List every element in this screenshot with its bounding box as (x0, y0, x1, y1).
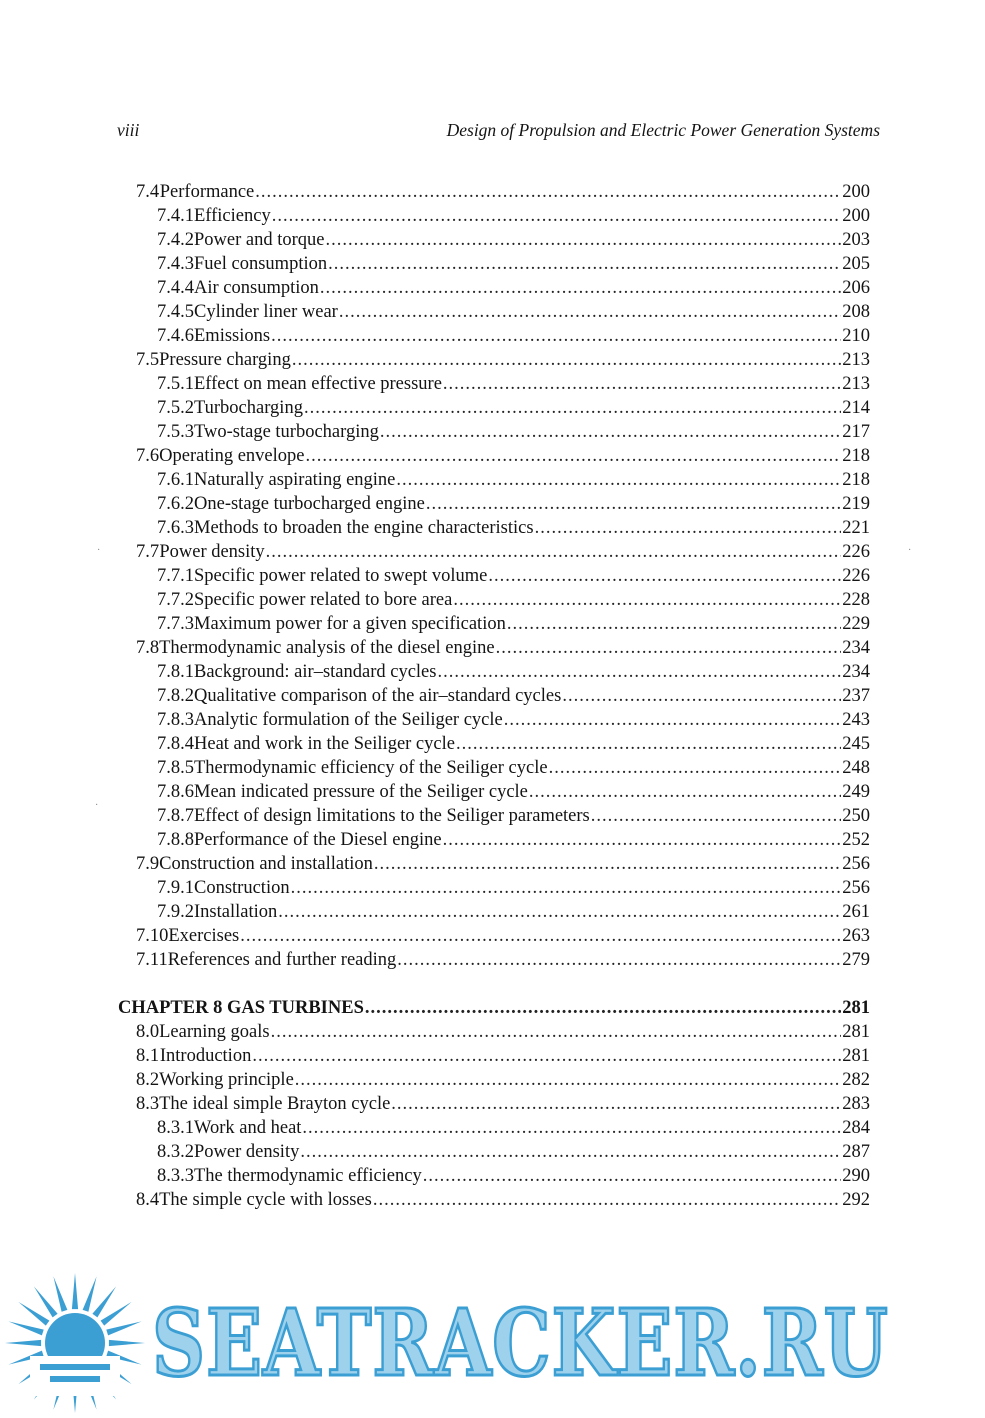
toc-entry-title: Qualitative comparison of the air–standard cycles (194, 686, 562, 706)
toc-entry-page: 218 (842, 470, 870, 490)
toc-entry-number: 7.8 (136, 638, 160, 658)
toc-entry-title: Pressure charging (159, 350, 291, 370)
toc-entry-page: 263 (842, 926, 870, 946)
toc-entry-number: 7.4.2 (157, 230, 194, 250)
toc-entry-page: 214 (842, 398, 870, 418)
toc-entry-title: Fuel consumption (194, 254, 328, 274)
toc-entry-page: 205 (842, 254, 870, 274)
toc-entry[interactable] (157, 564, 870, 588)
toc-entry-title: Effect of design limitations to the Seiliger parameters (194, 806, 590, 826)
toc-entry-title: Effect on mean effective pressure (194, 374, 442, 394)
toc-entry-number: 7.6 (136, 446, 160, 466)
toc-entry-title: Construction and installation (159, 854, 373, 874)
toc-entry-number: 7.7.1 (157, 566, 194, 586)
toc-entry-title: Specific power related to swept volume (194, 566, 488, 586)
dot-leader (255, 180, 841, 204)
dot-leader (252, 1044, 841, 1068)
toc-entry-page: 292 (842, 1190, 870, 1210)
scan-speck: · (908, 545, 912, 556)
toc-entry[interactable] (157, 372, 870, 396)
toc-entry-number: 7.5.1 (157, 374, 194, 394)
toc-entry-title: Thermodynamic efficiency of the Seiliger cycle (194, 758, 548, 778)
dot-leader (271, 324, 841, 348)
toc-entry-number: 7.7.2 (157, 590, 194, 610)
toc-entry[interactable] (157, 516, 870, 540)
toc-entry-page: 256 (842, 878, 870, 898)
dot-leader (426, 492, 841, 516)
toc-entry-title: Power and torque (194, 230, 325, 250)
dot-leader (591, 804, 841, 828)
dot-leader (295, 1068, 841, 1092)
toc-entry[interactable] (136, 444, 870, 468)
dot-leader (300, 1140, 841, 1164)
dot-leader (339, 300, 841, 324)
toc-entry-number: 7.5.3 (157, 422, 194, 442)
toc-entry-number: 8.1 (136, 1046, 160, 1066)
toc-entry-page: 234 (842, 662, 870, 682)
toc-entry-page: 281 (842, 1046, 870, 1066)
scan-speck: · (97, 545, 101, 556)
toc-entry-title: Power density (159, 542, 265, 562)
dot-leader (456, 732, 841, 756)
toc-entry-title: Learning goals (159, 1022, 270, 1042)
toc-entry-title: Heat and work in the Seiliger cycle (194, 734, 455, 754)
dot-leader (535, 516, 842, 540)
toc-entry[interactable] (157, 420, 870, 444)
toc-entry-title: Mean indicated pressure of the Seiliger cycle (194, 782, 528, 802)
toc-entry-page: 284 (842, 1118, 870, 1138)
toc-entry-number: 7.9 (136, 854, 160, 874)
toc-entry-title: Emissions (194, 326, 271, 346)
sun-icon (0, 1268, 150, 1418)
toc-entry[interactable] (157, 612, 870, 636)
toc-entry-title: Construction (194, 878, 290, 898)
toc-entry-page: 250 (842, 806, 870, 826)
toc-entry-title: One-stage turbocharged engine (194, 494, 425, 514)
toc-entry-number: 7.8.8 (157, 830, 194, 850)
toc-entry[interactable] (157, 900, 870, 924)
toc-entry-number: 7.8.2 (157, 686, 194, 706)
toc-entry-number: 7.8.1 (157, 662, 194, 682)
toc-entry-page: 234 (842, 638, 870, 658)
toc-entry[interactable] (136, 1068, 870, 1092)
toc-entry-title: Naturally aspirating engine (194, 470, 396, 490)
toc-entry-page: 226 (842, 566, 870, 586)
dot-leader (380, 420, 841, 444)
dot-leader (278, 900, 841, 924)
sun-ray (53, 1276, 67, 1311)
toc-entry[interactable] (157, 1140, 870, 1164)
dot-leader (328, 252, 841, 276)
toc-entry-number: 7.6.2 (157, 494, 194, 514)
toc-entry-number: 8.0 (136, 1022, 160, 1042)
sun-ray (72, 1273, 78, 1309)
toc-entry-number: 8.3.2 (157, 1142, 194, 1162)
dot-leader (443, 828, 842, 852)
toc-entry-title: Maximum power for a given specification (194, 614, 506, 634)
toc-entry[interactable] (136, 852, 870, 876)
toc-entry[interactable] (157, 660, 870, 684)
toc-entry-number: 7.8.4 (157, 734, 194, 754)
toc-entry[interactable] (157, 780, 870, 804)
toc-entry[interactable] (157, 228, 870, 252)
toc-entry-title: Performance of the Diesel engine (194, 830, 442, 850)
dot-leader (291, 876, 842, 900)
toc-entry-title: Operating envelope (159, 446, 305, 466)
toc-entry[interactable] (136, 636, 870, 660)
toc-entry-title: Performance (159, 182, 255, 202)
toc-entry-number: 8.2 (136, 1070, 160, 1090)
toc-entry-number: 8.3 (136, 1094, 160, 1114)
toc-entry[interactable] (136, 1020, 870, 1044)
watermark (0, 1268, 985, 1418)
toc-entry-title: Work and heat (194, 1118, 302, 1138)
toc-entry-title: Specific power related to bore area (194, 590, 453, 610)
toc-entry-page: 252 (842, 830, 870, 850)
toc-entry-page: 213 (842, 350, 870, 370)
toc-entry[interactable] (157, 300, 870, 324)
toc-entry-number: 8.4 (136, 1190, 160, 1210)
scan-speck: · (95, 800, 99, 811)
toc-entry-title: Power density (194, 1142, 300, 1162)
toc-entry-number: 8.3.1 (157, 1118, 194, 1138)
sun-ray (92, 1286, 116, 1317)
toc-chapter-heading[interactable] (118, 996, 870, 1020)
toc-entry-number: 7.5 (136, 350, 160, 370)
toc-entry-number: 7.9.1 (157, 878, 194, 898)
toc-entry-number: 7.4.5 (157, 302, 194, 322)
dot-leader (302, 1116, 841, 1140)
toc-entry[interactable] (157, 732, 870, 756)
toc-entry[interactable] (136, 348, 870, 372)
dot-leader (507, 612, 841, 636)
toc-entry-page: 282 (842, 1070, 870, 1090)
dot-leader (292, 348, 841, 372)
toc-entry-page: 206 (842, 278, 870, 298)
toc-entry-title: Exercises (168, 926, 240, 946)
sun-ray (83, 1276, 97, 1311)
toc-entry-page: 221 (842, 518, 870, 538)
sun-ray (34, 1286, 58, 1317)
toc-entry[interactable] (136, 1092, 870, 1116)
toc-entry-title: Introduction (159, 1046, 252, 1066)
sun-ray (8, 1321, 43, 1335)
toc-entry-number: 7.6.3 (157, 518, 194, 538)
toc-entry-page: 229 (842, 614, 870, 634)
toc-entry-number: 7.4 (136, 182, 160, 202)
toc-entry-number: 7.8.5 (157, 758, 194, 778)
toc-entry-number: 7.4.6 (157, 326, 194, 346)
toc-entry[interactable] (157, 324, 870, 348)
toc-entry[interactable] (157, 828, 870, 852)
toc-entry-page: 245 (842, 734, 870, 754)
toc-entry-title: The simple cycle with losses (159, 1190, 372, 1210)
toc-entry[interactable] (136, 1188, 870, 1212)
dot-leader (396, 468, 841, 492)
toc-entry-title: Methods to broaden the engine characteristics (194, 518, 534, 538)
sun-ray (106, 1321, 141, 1335)
toc-entry-page: 218 (842, 446, 870, 466)
toc-entry-page: 256 (842, 854, 870, 874)
toc-entry-page: 279 (842, 950, 870, 970)
toc-entry[interactable] (136, 924, 870, 948)
toc-entry-page: 219 (842, 494, 870, 514)
toc-entry-number: 7.7 (136, 542, 160, 562)
toc-entry-page: 226 (842, 542, 870, 562)
dot-leader (272, 204, 842, 228)
toc-entry-title: Air consumption (194, 278, 319, 298)
toc-entry-page: 261 (842, 902, 870, 922)
toc-entry-title: Cylinder liner wear (194, 302, 338, 322)
dot-leader (391, 1092, 841, 1116)
toc-entry-page: 243 (842, 710, 870, 730)
dot-leader (271, 1020, 842, 1044)
toc-entry-title: CHAPTER 8 GAS TURBINES (118, 998, 364, 1018)
toc-entry-number: 7.5.2 (157, 398, 194, 418)
dot-leader (443, 372, 841, 396)
toc-entry-title: Analytic formulation of the Seiliger cycle (194, 710, 503, 730)
sun-ray (101, 1302, 132, 1326)
toc-entry-page: 210 (842, 326, 870, 346)
toc-entry-title: Efficiency (194, 206, 271, 226)
toc-entry[interactable] (157, 684, 870, 708)
toc-entry-title: Two-stage turbocharging (194, 422, 379, 442)
toc-entry-number: 7.8.3 (157, 710, 194, 730)
toc-entry-title: The thermodynamic efficiency (194, 1166, 422, 1186)
sun-ray (18, 1302, 49, 1326)
toc-entry-number: 7.8.6 (157, 782, 194, 802)
dot-leader (306, 444, 842, 468)
toc-entry[interactable] (157, 708, 870, 732)
dot-leader (373, 1188, 841, 1212)
toc-entry-page: 203 (842, 230, 870, 250)
toc-entry-page: 237 (842, 686, 870, 706)
dot-leader (304, 396, 841, 420)
toc-entry[interactable] (136, 948, 870, 972)
sun-ray (109, 1340, 145, 1346)
toc-entry[interactable] (157, 492, 870, 516)
dot-leader (320, 276, 841, 300)
toc-entry-title: Working principle (159, 1070, 294, 1090)
toc-entry-page: 287 (842, 1142, 870, 1162)
toc-entry[interactable] (157, 588, 870, 612)
toc-entry-number: 7.4.3 (157, 254, 194, 274)
toc-entry[interactable] (157, 276, 870, 300)
toc-entry-number: 7.6.1 (157, 470, 194, 490)
toc-entry-page: 281 (842, 998, 870, 1018)
toc-entry[interactable] (136, 1044, 870, 1068)
dot-leader (437, 660, 841, 684)
toc-entry-page: 290 (842, 1166, 870, 1186)
toc-entry-number: 7.7.3 (157, 614, 194, 634)
toc-entry[interactable] (157, 1116, 870, 1140)
dot-leader (453, 588, 841, 612)
toc-entry[interactable] (157, 876, 870, 900)
toc-entry-page: 228 (842, 590, 870, 610)
toc-entry-number: 7.4.4 (157, 278, 194, 298)
dot-leader (374, 852, 841, 876)
toc-entry-title: References and further reading (167, 950, 397, 970)
toc-entry[interactable] (136, 540, 870, 564)
toc-entry-number: 7.11 (136, 950, 168, 970)
toc-entry-page: 200 (842, 206, 870, 226)
toc-entry-page: 281 (842, 1022, 870, 1042)
dot-leader (504, 708, 842, 732)
toc-entry-number: 7.8.7 (157, 806, 194, 826)
dot-leader (397, 948, 841, 972)
toc-entry-page: 249 (842, 782, 870, 802)
toc-entry-title: Thermodynamic analysis of the diesel engine (159, 638, 495, 658)
page-number: viii (117, 120, 140, 140)
watermark-text: SEATRACKER.RU (152, 1289, 889, 1397)
toc-entry[interactable] (157, 204, 870, 228)
toc-entry[interactable] (157, 252, 870, 276)
toc-entry[interactable] (157, 804, 870, 828)
toc-entry-page: 283 (842, 1094, 870, 1114)
toc-entry-page: 248 (842, 758, 870, 778)
toc-entry-number: 7.9.2 (157, 902, 194, 922)
toc-entry-number: 7.10 (136, 926, 169, 946)
book-title: Design of Propulsion and Electric Power Generation Systems (446, 120, 880, 140)
dot-leader (266, 540, 842, 564)
toc-entry-page: 200 (842, 182, 870, 202)
toc-entry[interactable] (157, 468, 870, 492)
dot-leader (423, 1164, 842, 1188)
toc-entry-title: Installation (194, 902, 278, 922)
toc-entry-number: 8.3.3 (157, 1166, 194, 1186)
sun-ray (5, 1340, 41, 1346)
dot-leader (326, 228, 842, 252)
toc-entry[interactable] (157, 396, 870, 420)
toc-entry[interactable] (136, 180, 870, 204)
toc-entry-number: 7.4.1 (157, 206, 194, 226)
dot-leader (549, 756, 842, 780)
dot-leader (488, 564, 841, 588)
dot-leader (496, 636, 842, 660)
dot-leader (529, 780, 841, 804)
toc-entry-page: 208 (842, 302, 870, 322)
toc-entry[interactable] (157, 1164, 870, 1188)
dot-leader (365, 996, 841, 1020)
dot-leader (240, 924, 841, 948)
toc-entry-page: 213 (842, 374, 870, 394)
toc-entry-page: 217 (842, 422, 870, 442)
toc-entry[interactable] (157, 756, 870, 780)
toc-entry-title: Turbocharging (194, 398, 303, 418)
dot-leader (562, 684, 841, 708)
toc-entry-title: Background: air–standard cycles (194, 662, 437, 682)
running-header (117, 120, 880, 146)
toc-entry-title: The ideal simple Brayton cycle (159, 1094, 391, 1114)
